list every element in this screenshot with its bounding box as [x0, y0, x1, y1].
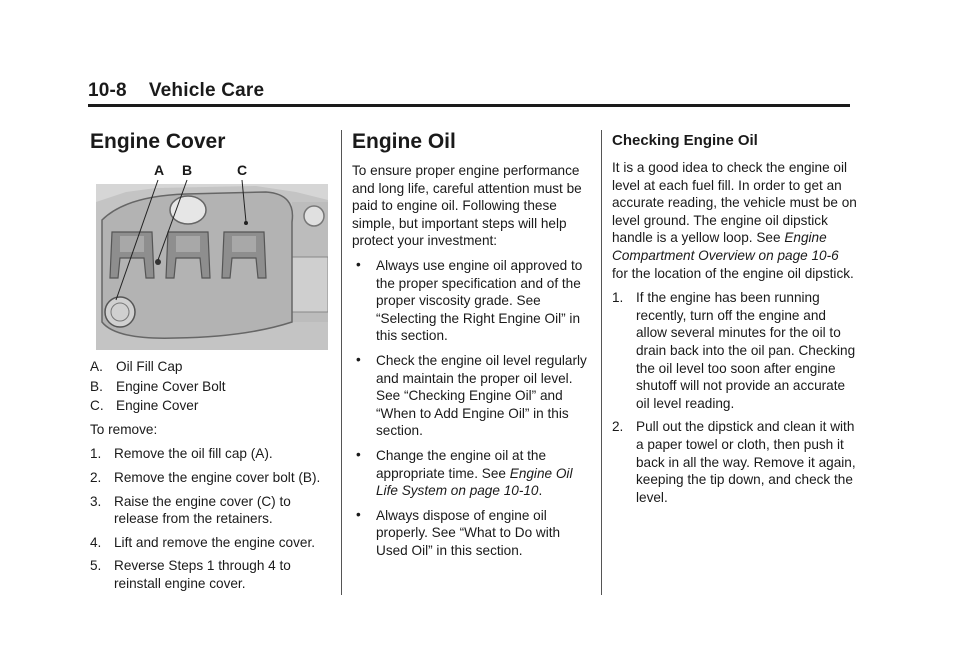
legend-item: A. Oil Fill Cap: [90, 359, 183, 374]
list-item: • Always dispose of engine oil properly. See “What to Do with Used Oil” in this section.: [356, 506, 561, 558]
checking-oil-heading: Checking Engine Oil: [612, 132, 758, 149]
figure-label-c: C: [237, 162, 248, 178]
page-header: [88, 80, 850, 102]
list-item: 2. Remove the engine cover bolt (B).: [90, 469, 321, 485]
checking-oil-steps: [612, 289, 857, 506]
checking-oil-paragraph: It is a good idea to check the engine oil level at each fuel fill. In order to get an accurate reading, the vehicle must be on level ground. The engine oil dipstick handle is a yellow loop. See Engine Compartment Overview on page 10-6 for the location of the engine oil dipstick.: [612, 160, 857, 281]
checking-oil-column: [612, 130, 857, 512]
list-item: 2. Pull out the dipstick and clean it with a paper towel or cloth, then push it back in all the way. Remove it again, keeping the tip down, and check the level.: [612, 419, 856, 505]
removal-intro: To remove:: [90, 421, 158, 437]
figure-label-a: A: [154, 162, 165, 178]
removal-steps: [90, 445, 330, 592]
engine-oil-intro: To ensure proper engine performance and long life, careful attention must be paid to engine oil. Following these simple, but important steps will help protect your investment:: [352, 163, 582, 249]
engine-oil-column: [352, 130, 592, 566]
list-item: 1. If the engine has been running recently, turn off the engine and allow several minutes for the oil to drain back into the oil pan. Checking the oil level too soon after engine shutoff will not provide an accurate oil level reading.: [612, 290, 856, 411]
page-number: 10-8: [88, 80, 127, 101]
header-rule: [88, 104, 850, 107]
engine-cover-drawing: [96, 162, 328, 350]
list-item: 4. Lift and remove the engine cover.: [90, 534, 316, 550]
list-item: • Change the engine oil at the appropriate time. See Engine Oil Life System on page 10-10.: [356, 446, 573, 499]
list-item: 5. Reverse Steps 1 through 4 to reinstall engine cover.: [90, 558, 291, 591]
section-title: Vehicle Care: [148, 80, 265, 101]
engine-cover-illustration: [96, 162, 328, 350]
engine-oil-heading: Engine Oil: [352, 130, 456, 153]
list-item: 1. Remove the oil fill cap (A).: [90, 446, 273, 462]
engine-cover-heading: Engine Cover: [90, 130, 226, 153]
column-divider: [341, 130, 342, 595]
legend-item: C. Engine Cover: [90, 398, 199, 414]
engine-cover-column: [90, 130, 330, 599]
figure-legend: [90, 358, 330, 415]
list-item: • Always use engine oil approved to the proper specification and of the proper viscosity grade. See “Selecting the Right Engine Oil” in this section.: [356, 256, 583, 344]
engine-oil-bullets: [352, 257, 592, 560]
figure-label-b: B: [182, 162, 193, 178]
cross-reference-link[interactable]: Engine Compartment Overview on page 10-6: [612, 230, 839, 263]
list-item: 3. Raise the engine cover (C) to release from the retainers.: [90, 493, 291, 527]
legend-item: B. Engine Cover Bolt: [90, 378, 226, 394]
column-divider: [601, 130, 602, 595]
list-item: • Check the engine oil level regularly and maintain the proper oil level. See “Checking Engine Oil” and “When to Add Engine Oil” in this section.: [356, 351, 587, 439]
cross-reference-link[interactable]: Engine Oil Life System on page 10-10: [376, 465, 573, 499]
